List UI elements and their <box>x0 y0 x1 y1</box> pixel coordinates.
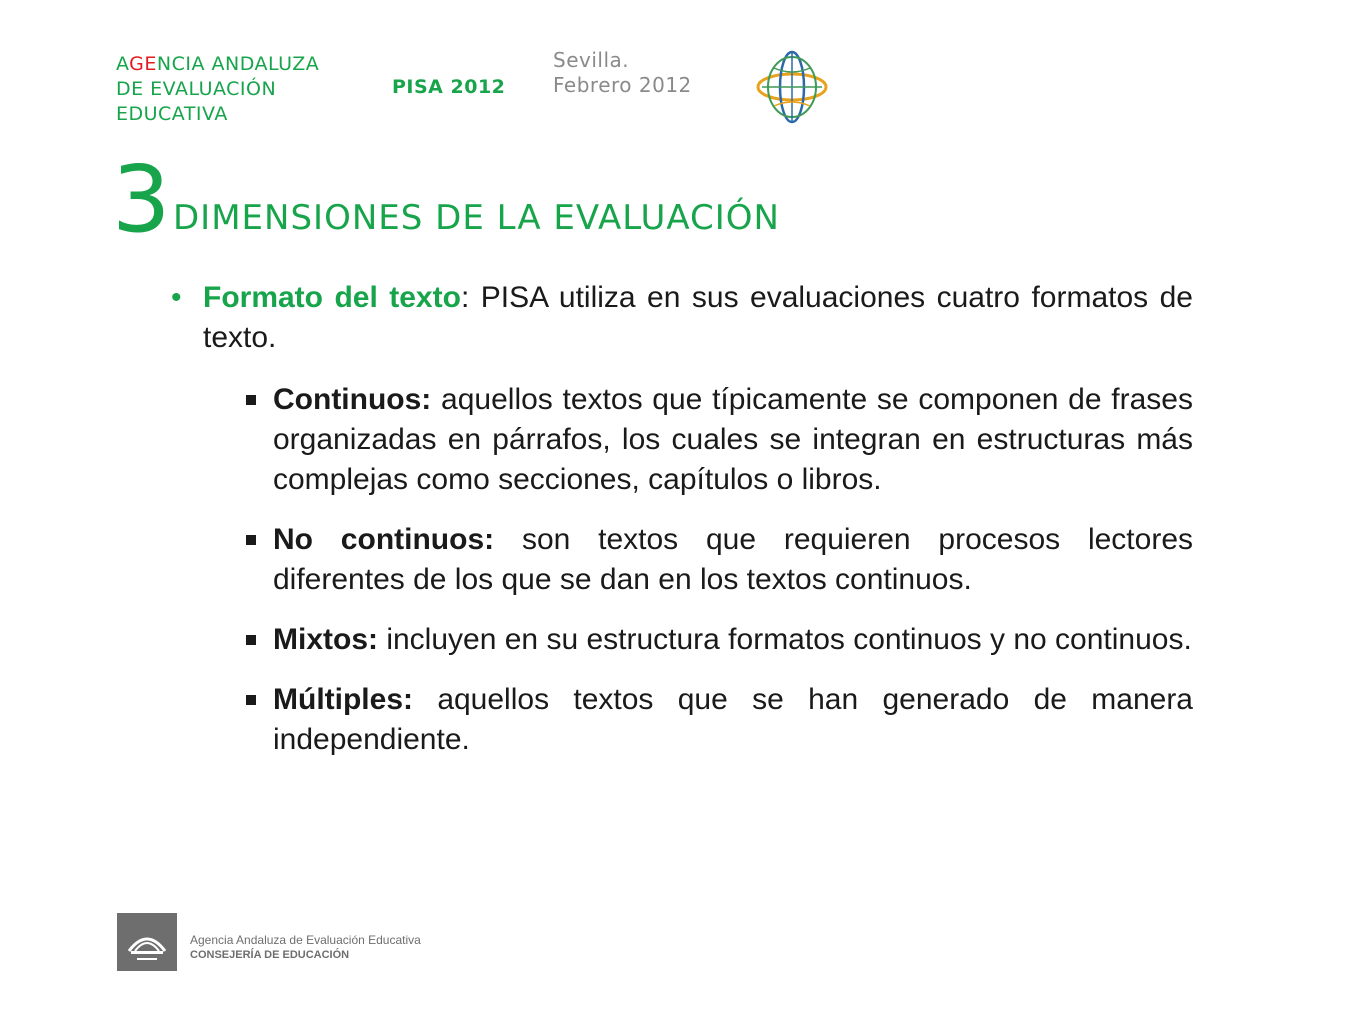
sub-bullet-mixtos <box>273 620 1193 660</box>
square-bullet-icon <box>246 695 256 705</box>
sub-bullet-continuos <box>273 380 1193 500</box>
footer-line2: CONSEJERÍA DE EDUCACIÓN <box>190 949 350 961</box>
globe-logo-icon <box>752 48 832 126</box>
location-date <box>553 48 692 98</box>
city-label: Sevilla. <box>553 48 630 72</box>
date-label: Febrero 2012 <box>553 73 692 97</box>
footer-agency-text <box>190 933 421 963</box>
sub-bullet-term: No continuos: <box>273 523 495 556</box>
main-bullet <box>171 278 1193 358</box>
sub-bullet-text: aquellos textos que se han generado de manera independiente. <box>273 683 1193 756</box>
program-label: PISA 2012 <box>392 76 506 98</box>
main-bullet-text: : PISA utiliza en sus evaluaciones cuatro formatos de texto. <box>203 281 1193 354</box>
sub-bullet-term: Continuos: <box>273 383 432 416</box>
square-bullet-icon <box>246 635 256 645</box>
agency-name-line1: AGENCIA ANDALUZA <box>116 53 320 75</box>
sub-bullet-term: Mixtos: <box>273 623 378 656</box>
sub-bullet-text: aquellos textos que típicamente se componen de frases organizadas en párrafos, los cuales se integran en estructuras más complejas como secciones, capítulos o libros. <box>273 383 1193 496</box>
main-bullet-term: Formato del texto <box>203 281 461 314</box>
agency-name-line3: EDUCATIVA <box>116 103 228 125</box>
square-bullet-icon <box>246 535 256 545</box>
agency-name-line2: DE EVALUACIÓN <box>116 78 277 100</box>
sub-bullet-multiples <box>273 680 1193 760</box>
footer-line1: Agencia Andaluza de Evaluación Educativa <box>190 933 421 947</box>
section-number: 3 <box>112 146 171 253</box>
agency-name <box>116 52 319 127</box>
bullet-dot-icon: • <box>171 281 182 314</box>
square-bullet-icon <box>246 395 256 405</box>
section-title: DIMENSIONES DE LA EVALUACIÓN <box>173 198 780 238</box>
slide-content <box>171 278 1194 760</box>
junta-andalucia-logo-icon <box>117 913 177 971</box>
sub-bullet-no-continuos <box>273 520 1193 600</box>
sub-bullet-term: Múltiples: <box>273 683 413 716</box>
sub-bullet-text: son textos que requieren procesos lectores diferentes de los que se dan en los textos continuos. <box>273 523 1194 596</box>
sub-bullet-text: incluyen en su estructura formatos continuos y no continuos. <box>378 623 1192 656</box>
